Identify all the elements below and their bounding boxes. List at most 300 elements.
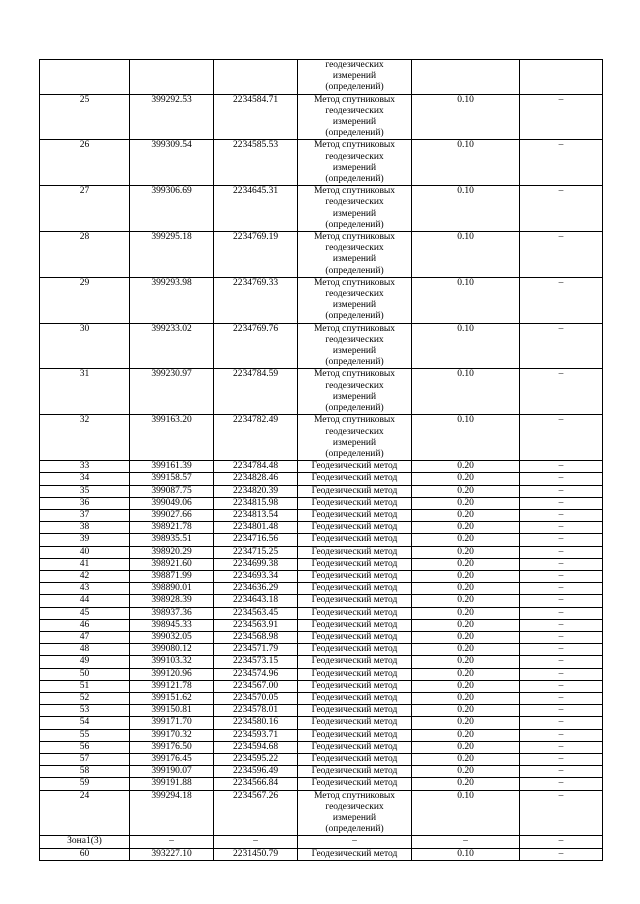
method-line: Геодезический метод <box>311 705 398 716</box>
cell-x: 398871.99 <box>130 570 214 582</box>
cell-point-number: 39 <box>40 534 130 546</box>
cell-point-number: 36 <box>40 497 130 509</box>
method-line: измерений <box>332 391 377 402</box>
cell-point-number: 53 <box>40 705 130 717</box>
cell-x: 399191.88 <box>130 778 214 790</box>
cell-point-number: 38 <box>40 522 130 534</box>
cell-y: 2234636.29 <box>214 583 298 595</box>
cell-x: 399121.78 <box>130 680 214 692</box>
cell-x: 399150.81 <box>130 705 214 717</box>
table-row <box>40 473 603 485</box>
cell-method <box>298 729 412 741</box>
cell-method <box>298 60 412 95</box>
cell-x: 398937.36 <box>130 607 214 619</box>
cell-accuracy: 0.20 <box>412 461 520 473</box>
cell-y: 2234585.53 <box>214 140 298 186</box>
cell-accuracy: 0.10 <box>412 186 520 232</box>
cell-y: 2234593.71 <box>214 729 298 741</box>
coordinates-table-body <box>40 60 603 861</box>
cell-method <box>298 595 412 607</box>
cell-x: 393227.10 <box>130 848 214 860</box>
cell-accuracy: 0.20 <box>412 534 520 546</box>
cell-point-number: 45 <box>40 607 130 619</box>
cell-x: 399027.66 <box>130 509 214 521</box>
cell-accuracy: 0.20 <box>412 522 520 534</box>
cell-accuracy <box>412 60 520 95</box>
cell-x: 399158.57 <box>130 473 214 485</box>
cell-x: 399080.12 <box>130 644 214 656</box>
cell-note: – <box>520 509 603 521</box>
cell-accuracy: 0.20 <box>412 644 520 656</box>
cell-accuracy: 0.10 <box>412 790 520 836</box>
cell-point-number: 28 <box>40 232 130 278</box>
cell-note: – <box>520 497 603 509</box>
cell-point-number: Зона1(3) <box>40 836 130 848</box>
cell-point-number: 55 <box>40 729 130 741</box>
cell-point-number: 59 <box>40 778 130 790</box>
cell-note: – <box>520 790 603 836</box>
cell-note: – <box>520 668 603 680</box>
cell-x: 399171.70 <box>130 717 214 729</box>
cell-method <box>298 232 412 278</box>
cell-note: – <box>520 848 603 860</box>
cell-accuracy: 0.20 <box>412 729 520 741</box>
cell-method <box>298 415 412 461</box>
method-line: измерений <box>332 208 377 219</box>
cell-method <box>298 607 412 619</box>
method-line: (определений) <box>325 219 384 230</box>
method-line: измерений <box>332 813 377 823</box>
coordinates-table <box>39 59 603 861</box>
cell-accuracy: 0.20 <box>412 741 520 753</box>
cell-note: – <box>520 558 603 570</box>
method-line: Геодезический метод <box>311 631 398 642</box>
cell-y: 2234820.39 <box>214 485 298 497</box>
cell-note: – <box>520 323 603 369</box>
cell-note: – <box>520 534 603 546</box>
table-row <box>40 692 603 704</box>
cell-y: 2234699.38 <box>214 558 298 570</box>
cell-point-number: 54 <box>40 717 130 729</box>
method-line: Геодезический метод <box>311 607 398 618</box>
cell-x: 399161.39 <box>130 461 214 473</box>
cell-method <box>298 766 412 778</box>
cell-method <box>298 668 412 680</box>
cell-method <box>298 753 412 765</box>
cell-method <box>298 680 412 692</box>
cell-x: 399120.96 <box>130 668 214 680</box>
method-line: Геодезический метод <box>311 680 398 691</box>
table-row <box>40 836 603 848</box>
table-row <box>40 509 603 521</box>
method-line: измерений <box>332 346 377 357</box>
cell-note: – <box>520 680 603 692</box>
cell-point-number: 24 <box>40 790 130 836</box>
cell-note <box>520 60 603 95</box>
cell-x: – <box>130 836 214 848</box>
cell-accuracy: 0.20 <box>412 778 520 790</box>
method-line: Геодезический метод <box>311 778 398 789</box>
cell-method <box>298 848 412 860</box>
method-line: измерений <box>332 437 377 448</box>
cell-accuracy: 0.20 <box>412 546 520 558</box>
method-line: (определений) <box>325 357 384 368</box>
cell-x: 399087.75 <box>130 485 214 497</box>
cell-y: 2234784.59 <box>214 369 298 415</box>
cell-x: 399230.97 <box>130 369 214 415</box>
cell-note: – <box>520 94 603 140</box>
cell-y: 2234716.56 <box>214 534 298 546</box>
table-row <box>40 570 603 582</box>
cell-y: 2234769.76 <box>214 323 298 369</box>
cell-method <box>298 186 412 232</box>
method-line: Геодезический метод <box>311 848 398 859</box>
cell-x: 398921.60 <box>130 558 214 570</box>
table-row <box>40 680 603 692</box>
cell-y: 2234815.98 <box>214 497 298 509</box>
method-line: Геодезический метод <box>311 461 398 472</box>
cell-note: – <box>520 631 603 643</box>
table-row <box>40 607 603 619</box>
cell-accuracy: 0.20 <box>412 583 520 595</box>
method-line: геодезических <box>325 380 384 391</box>
cell-note: – <box>520 836 603 848</box>
method-line: Геодезический метод <box>311 717 398 728</box>
cell-method <box>298 790 412 836</box>
cell-x: 399306.69 <box>130 186 214 232</box>
cell-note: – <box>520 546 603 558</box>
method-line: измерений <box>332 254 377 265</box>
cell-x: 399293.98 <box>130 277 214 323</box>
cell-y: 2234567.26 <box>214 790 298 836</box>
cell-note: – <box>520 705 603 717</box>
method-line: геодезических <box>325 243 384 254</box>
cell-y: 2234570.05 <box>214 692 298 704</box>
cell-note: – <box>520 607 603 619</box>
method-line: Геодезический метод <box>311 558 398 569</box>
cell-y: 2234566.84 <box>214 778 298 790</box>
method-line: Метод спутниковых <box>313 277 396 288</box>
cell-note: – <box>520 570 603 582</box>
cell-point-number: 56 <box>40 741 130 753</box>
method-line: – <box>352 836 357 847</box>
table-row <box>40 778 603 790</box>
cell-note: – <box>520 692 603 704</box>
method-line: Геодезический метод <box>311 741 398 752</box>
cell-method <box>298 619 412 631</box>
cell-x: 399176.45 <box>130 753 214 765</box>
table-row <box>40 583 603 595</box>
method-line: Геодезический метод <box>311 570 398 581</box>
cell-accuracy: 0.20 <box>412 656 520 668</box>
method-line: Метод спутниковых <box>313 369 396 380</box>
cell-point-number: 27 <box>40 186 130 232</box>
method-line: Геодезический метод <box>311 753 398 764</box>
cell-accuracy: 0.20 <box>412 680 520 692</box>
cell-point-number: 43 <box>40 583 130 595</box>
table-row <box>40 186 603 232</box>
table-row <box>40 729 603 741</box>
cell-y: 2234567.00 <box>214 680 298 692</box>
method-line: Геодезический метод <box>311 766 398 777</box>
method-line: Метод спутниковых <box>313 140 396 151</box>
table-row <box>40 717 603 729</box>
method-line: Метод спутниковых <box>313 415 396 426</box>
cell-accuracy: 0.20 <box>412 668 520 680</box>
cell-y: 2234769.33 <box>214 277 298 323</box>
cell-method <box>298 546 412 558</box>
method-line: (определений) <box>325 403 384 414</box>
method-line: Геодезический метод <box>311 583 398 594</box>
cell-note: – <box>520 461 603 473</box>
method-line: Геодезический метод <box>311 595 398 606</box>
cell-accuracy: 0.20 <box>412 705 520 717</box>
cell-x: 399295.18 <box>130 232 214 278</box>
cell-note: – <box>520 778 603 790</box>
method-line: (определений) <box>325 174 384 185</box>
method-line: (определений) <box>325 265 384 276</box>
cell-point-number: 50 <box>40 668 130 680</box>
cell-accuracy: 0.20 <box>412 558 520 570</box>
cell-accuracy: 0.20 <box>412 631 520 643</box>
table-row <box>40 705 603 717</box>
method-line: Геодезический метод <box>311 692 398 703</box>
table-row <box>40 741 603 753</box>
cell-y: 2234828.46 <box>214 473 298 485</box>
cell-method <box>298 323 412 369</box>
table-row <box>40 497 603 509</box>
cell-accuracy: 0.20 <box>412 570 520 582</box>
cell-method <box>298 570 412 582</box>
cell-point-number: 26 <box>40 140 130 186</box>
method-line: измерений <box>332 300 377 311</box>
table-row <box>40 790 603 836</box>
cell-y: 2234801.48 <box>214 522 298 534</box>
cell-accuracy: 0.10 <box>412 232 520 278</box>
cell-y: 2234595.22 <box>214 753 298 765</box>
cell-point-number: 49 <box>40 656 130 668</box>
table-row <box>40 94 603 140</box>
cell-accuracy: 0.20 <box>412 766 520 778</box>
cell-accuracy: 0.10 <box>412 140 520 186</box>
cell-x: 399170.32 <box>130 729 214 741</box>
cell-note: – <box>520 232 603 278</box>
table-row <box>40 415 603 461</box>
cell-accuracy: 0.20 <box>412 485 520 497</box>
cell-accuracy: – <box>412 836 520 848</box>
cell-point-number: 32 <box>40 415 130 461</box>
method-line: геодезических <box>325 197 384 208</box>
cell-x: 399190.07 <box>130 766 214 778</box>
cell-accuracy: 0.20 <box>412 619 520 631</box>
cell-method <box>298 656 412 668</box>
cell-point-number: 44 <box>40 595 130 607</box>
cell-accuracy: 0.20 <box>412 753 520 765</box>
method-line: (определений) <box>325 448 384 459</box>
table-row <box>40 558 603 570</box>
cell-x <box>130 60 214 95</box>
method-line: Метод спутниковых <box>313 323 396 334</box>
cell-method <box>298 705 412 717</box>
cell-accuracy: 0.10 <box>412 277 520 323</box>
method-line: геодезических <box>325 289 384 300</box>
cell-x: 399151.62 <box>130 692 214 704</box>
cell-x: 398935.51 <box>130 534 214 546</box>
cell-x: 398921.78 <box>130 522 214 534</box>
method-line: Геодезический метод <box>311 729 398 740</box>
cell-method <box>298 473 412 485</box>
cell-y: 2234571.79 <box>214 644 298 656</box>
method-line: (определений) <box>325 82 384 93</box>
table-row <box>40 668 603 680</box>
cell-point-number: 51 <box>40 680 130 692</box>
cell-point-number: 57 <box>40 753 130 765</box>
cell-y: 2234782.49 <box>214 415 298 461</box>
cell-y: 2234584.71 <box>214 94 298 140</box>
cell-method <box>298 836 412 848</box>
cell-point-number: 29 <box>40 277 130 323</box>
cell-x: 399233.02 <box>130 323 214 369</box>
cell-y: 2234574.96 <box>214 668 298 680</box>
cell-method <box>298 631 412 643</box>
table-row <box>40 369 603 415</box>
method-line: Геодезический метод <box>311 644 398 655</box>
cell-y: 2234643.18 <box>214 595 298 607</box>
cell-y: 2234580.16 <box>214 717 298 729</box>
cell-method <box>298 277 412 323</box>
cell-point-number: 58 <box>40 766 130 778</box>
cell-y: 2234784.48 <box>214 461 298 473</box>
method-line: Геодезический метод <box>311 668 398 679</box>
cell-y: 2234573.15 <box>214 656 298 668</box>
cell-note: – <box>520 717 603 729</box>
cell-point-number: 33 <box>40 461 130 473</box>
cell-point-number: 31 <box>40 369 130 415</box>
cell-point-number: 35 <box>40 485 130 497</box>
cell-y: 2234594.68 <box>214 741 298 753</box>
cell-method <box>298 497 412 509</box>
cell-accuracy: 0.20 <box>412 692 520 704</box>
cell-point-number: 52 <box>40 692 130 704</box>
cell-x: 398928.39 <box>130 595 214 607</box>
cell-note: – <box>520 140 603 186</box>
cell-note: – <box>520 741 603 753</box>
cell-method <box>298 534 412 546</box>
cell-accuracy: 0.20 <box>412 607 520 619</box>
cell-y: – <box>214 836 298 848</box>
method-line: геодезических <box>325 105 384 116</box>
cell-y: 2234563.91 <box>214 619 298 631</box>
table-row <box>40 534 603 546</box>
method-line: геодезических <box>325 801 384 812</box>
table-row <box>40 546 603 558</box>
cell-y <box>214 60 298 95</box>
table-row <box>40 595 603 607</box>
cell-accuracy: 0.20 <box>412 595 520 607</box>
cell-x: 399163.20 <box>130 415 214 461</box>
cell-method <box>298 522 412 534</box>
cell-method <box>298 778 412 790</box>
cell-note: – <box>520 766 603 778</box>
cell-point-number: 60 <box>40 848 130 860</box>
continuation-row <box>40 60 603 95</box>
cell-note: – <box>520 473 603 485</box>
method-line: Геодезический метод <box>311 509 398 520</box>
cell-x: 398890.01 <box>130 583 214 595</box>
cell-point-number: 30 <box>40 323 130 369</box>
cell-accuracy: 0.20 <box>412 473 520 485</box>
table-row <box>40 753 603 765</box>
cell-note: – <box>520 656 603 668</box>
cell-y: 2234563.45 <box>214 607 298 619</box>
cell-accuracy: 0.10 <box>412 848 520 860</box>
table-row <box>40 656 603 668</box>
cell-accuracy: 0.10 <box>412 415 520 461</box>
method-line: геодезических <box>325 426 384 437</box>
table-row <box>40 619 603 631</box>
cell-note: – <box>520 583 603 595</box>
cell-y: 2234578.01 <box>214 705 298 717</box>
cell-note: – <box>520 522 603 534</box>
cell-accuracy: 0.20 <box>412 509 520 521</box>
cell-note: – <box>520 415 603 461</box>
method-line: (определений) <box>325 824 384 835</box>
cell-x: 399309.54 <box>130 140 214 186</box>
cell-y: 2234596.49 <box>214 766 298 778</box>
method-line: Метод спутниковых <box>313 790 396 801</box>
cell-y: 2234693.34 <box>214 570 298 582</box>
method-line: Метод спутниковых <box>313 186 396 197</box>
cell-accuracy: 0.10 <box>412 369 520 415</box>
cell-method <box>298 717 412 729</box>
cell-method <box>298 509 412 521</box>
method-line: Геодезический метод <box>311 534 398 545</box>
cell-note: – <box>520 595 603 607</box>
cell-point-number: 48 <box>40 644 130 656</box>
cell-accuracy: 0.20 <box>412 497 520 509</box>
cell-x: 399176.50 <box>130 741 214 753</box>
cell-x: 398920.29 <box>130 546 214 558</box>
cell-x: 399292.53 <box>130 94 214 140</box>
table-row <box>40 140 603 186</box>
cell-point-number: 40 <box>40 546 130 558</box>
cell-method <box>298 692 412 704</box>
cell-y: 2234715.25 <box>214 546 298 558</box>
cell-method <box>298 369 412 415</box>
table-row <box>40 461 603 473</box>
method-line: Геодезический метод <box>311 656 398 667</box>
method-line: Геодезический метод <box>311 497 398 508</box>
method-line: измерений <box>332 162 377 173</box>
method-line: Геодезический метод <box>311 619 398 630</box>
method-line: измерений <box>332 71 377 82</box>
cell-point-number: 46 <box>40 619 130 631</box>
cell-point-number: 41 <box>40 558 130 570</box>
method-line: геодезических <box>325 334 384 345</box>
table-row <box>40 766 603 778</box>
method-line: Метод спутниковых <box>313 94 396 105</box>
table-row <box>40 644 603 656</box>
method-line: (определений) <box>325 128 384 139</box>
cell-point-number: 47 <box>40 631 130 643</box>
table-row <box>40 323 603 369</box>
cell-x: 398945.33 <box>130 619 214 631</box>
cell-x: 399049.06 <box>130 497 214 509</box>
cell-method <box>298 741 412 753</box>
cell-x: 399032.05 <box>130 631 214 643</box>
cell-y: 2234769.19 <box>214 232 298 278</box>
method-line: Геодезический метод <box>311 522 398 533</box>
